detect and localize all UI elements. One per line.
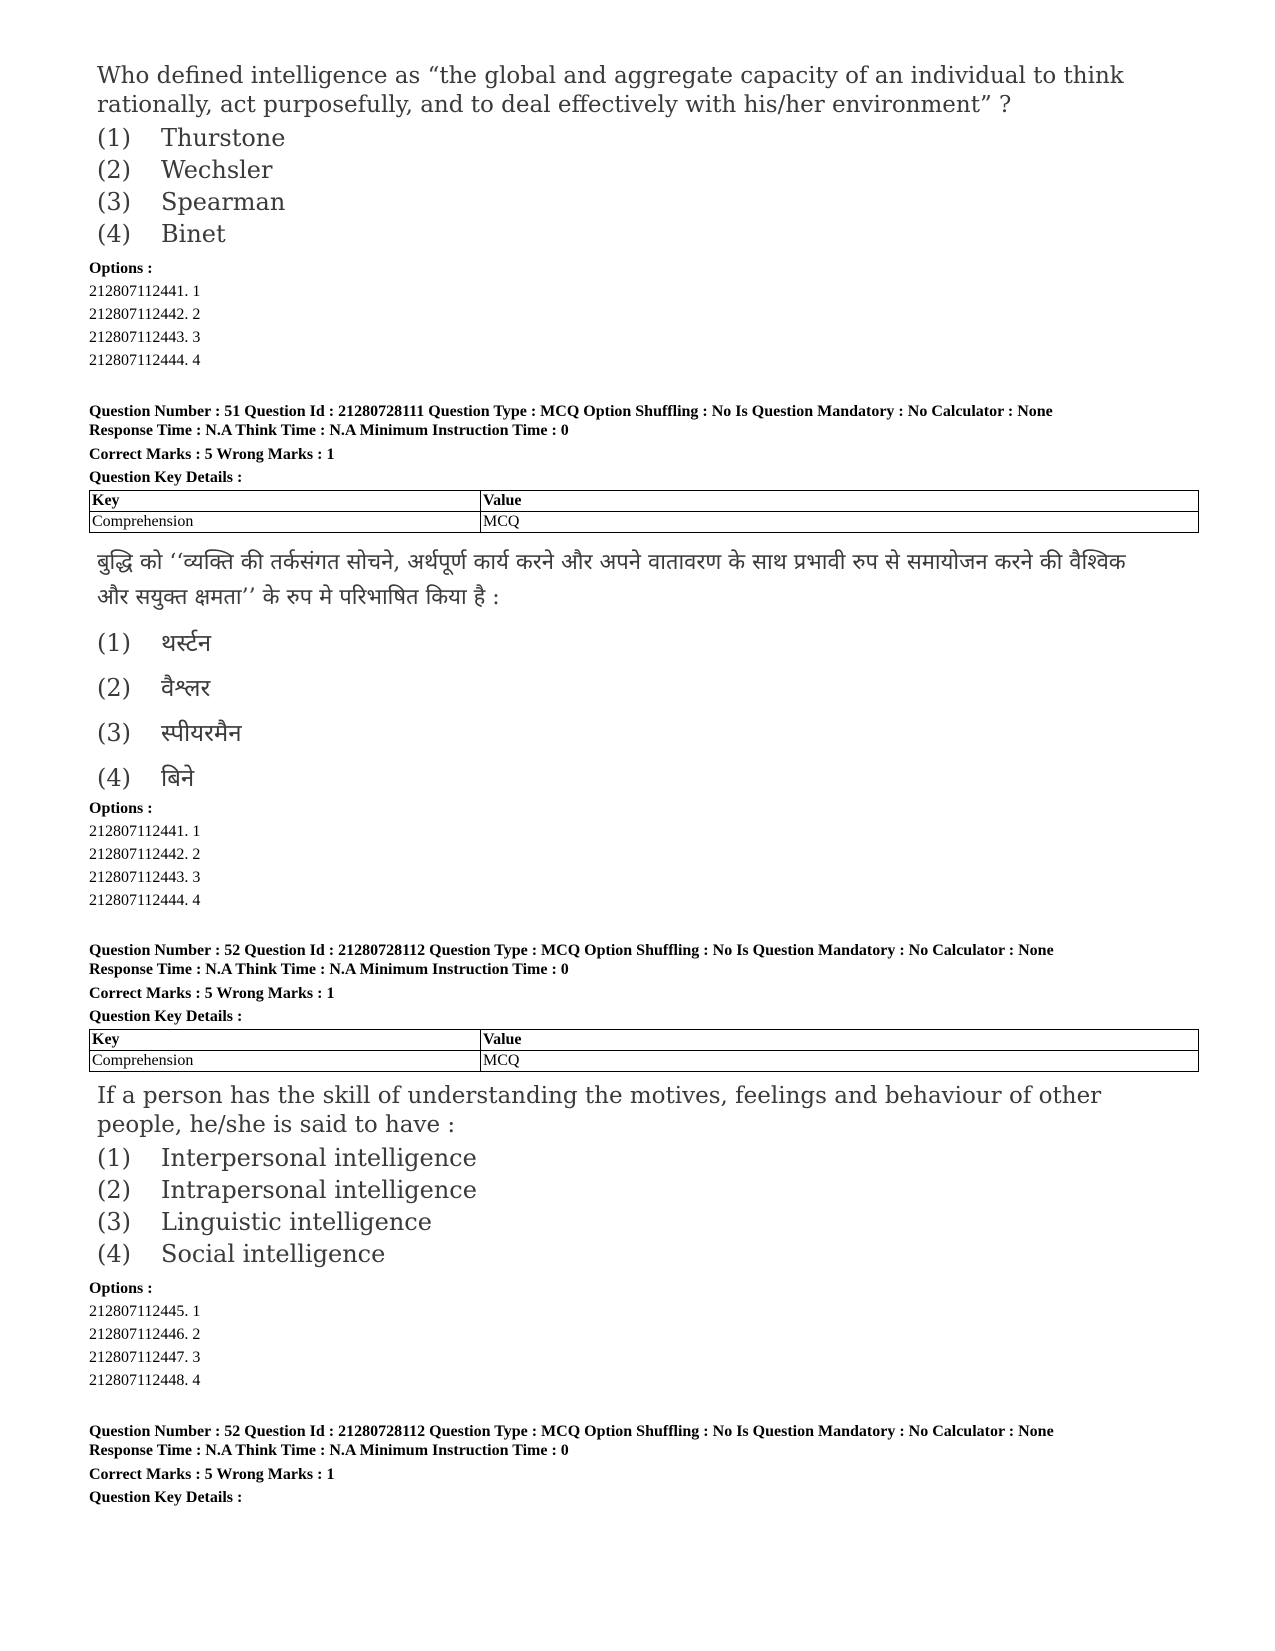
option-id: 212807112445. 1 [89,1303,201,1320]
answer-options [97,122,1157,250]
answer-options [97,621,1157,801]
question-51-key-table: Key Value Comprehension MCQ [89,490,1199,533]
options-id-list [89,257,200,372]
answer-option: (3) Linguistic intelligence [97,1208,432,1236]
option-id: 212807112442. 2 [89,306,201,323]
answer-option: (1) थर्स्टन [97,629,212,657]
answer-option: (3) Spearman [97,188,286,216]
answer-option: (4) Social intelligence [97,1240,386,1268]
question-52-english [97,1082,1157,1270]
option-id: 212807112441. 1 [89,823,201,840]
question-52-header: Question Number : 52 Question Id : 21280728112 Question Type : MCQ Option Shuffling : No Is Question Mandatory : No Calculator : None Response Time : N.A Think Time : N.A Minimum Instruction Time : 0 [89,942,1054,978]
question-text: If a person has the skill of understanding the motives, feelings and behaviour of other people, he/she is said to have : [97,1083,1102,1138]
answer-option: (2) Wechsler [97,156,273,184]
answer-option: (2) वैश्लर [97,674,211,702]
option-id: 212807112448. 4 [89,1372,201,1389]
answer-options [97,1142,1157,1270]
options-id-list [89,1277,200,1392]
option-id: 212807112441. 1 [89,283,201,300]
answer-option: (3) स्पीयरमैन [97,719,242,747]
question-51-hindi [97,545,1157,801]
answer-option: (1) Interpersonal intelligence [97,1144,477,1172]
question-51-header: Question Number : 51 Question Id : 21280728111 Question Type : MCQ Option Shuffling : No Is Question Mandatory : No Calculator : None Response Time : N.A Think Time : N.A Minimum Instruction Time : 0 [89,403,1053,439]
option-id: 212807112442. 2 [89,846,201,863]
option-id: 212807112443. 3 [89,329,201,346]
option-id: 212807112447. 3 [89,1349,201,1366]
question-51-marks: Correct Marks : 5 Wrong Marks : 1 Question Key Details : [89,446,335,486]
option-id: 212807112446. 2 [89,1326,201,1343]
option-id: 212807112444. 4 [89,352,201,369]
options-label: Options : [89,1280,153,1297]
answer-option: (1) Thurstone [97,124,286,152]
option-id: 212807112444. 4 [89,892,201,909]
question-text: बुद्धि को ‘‘व्यक्ति की तर्कसंगत सोचने, अर्थपूर्ण कार्य करने और अपने वातावरण के साथ प्रभावी रुप से समायोजन करने की वैश्विक और सयुक्त क्षमता’’ के रुप मे परिभाषित किया है : [97,550,1126,610]
answer-option: (4) बिने [97,764,195,792]
question-52-marks: Correct Marks : 5 Wrong Marks : 1 Question Key Details : [89,985,335,1025]
question-52-repeat-marks: Correct Marks : 5 Wrong Marks : 1 Question Key Details : [89,1466,335,1506]
options-label: Options : [89,800,153,817]
question-text: Who defined intelligence as “the global and aggregate capacity of an individual to think rationally, act purposefully, and to deal effectively with his/her environment” ? [97,63,1124,118]
options-label: Options : [89,260,153,277]
question-52-key-table: Key Value Comprehension MCQ [89,1029,1199,1072]
answer-option: (4) Binet [97,220,226,248]
answer-option: (2) Intrapersonal intelligence [97,1176,477,1204]
question-50-english [97,62,1157,250]
options-id-list [89,797,200,912]
question-52-repeat-header: Question Number : 52 Question Id : 21280728112 Question Type : MCQ Option Shuffling : No Is Question Mandatory : No Calculator : None Response Time : N.A Think Time : N.A Minimum Instruction Time : 0 [89,1423,1054,1459]
option-id: 212807112443. 3 [89,869,201,886]
